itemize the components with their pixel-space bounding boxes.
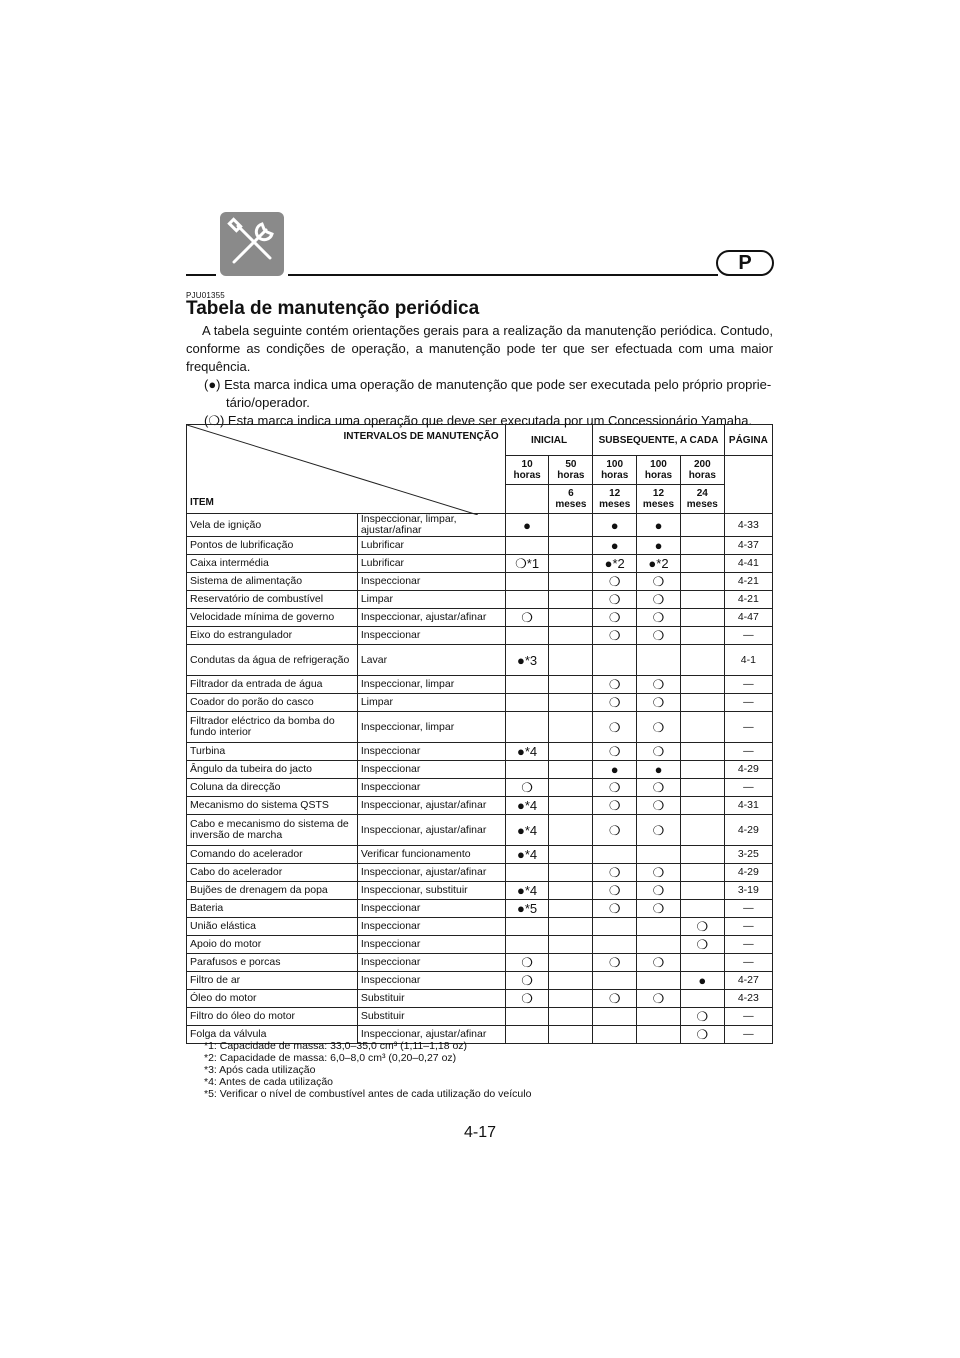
item-action: Substituir [357, 1008, 505, 1026]
footnote: *1: Capacidade de massa: 33,0–35,0 cm³ (1,11–1,18 oz) [204, 1040, 468, 1052]
maintenance-table [186, 424, 773, 1044]
interval-mark: ❍ [593, 591, 637, 609]
interval-mark [549, 555, 593, 573]
item-name: Coluna da direcção [187, 779, 358, 797]
page-ref: — [724, 1008, 772, 1026]
item-name: Turbina [187, 743, 358, 761]
interval-mark [680, 990, 724, 1008]
interval-mark: ❍ [637, 815, 681, 846]
page-ref: 4-21 [724, 591, 772, 609]
interval-mark: ❍ [593, 573, 637, 591]
footnote: *3: Após cada utilização [204, 1064, 316, 1076]
table-row [187, 743, 773, 761]
table-row [187, 573, 773, 591]
interval-mark [549, 743, 593, 761]
page-ref: — [724, 676, 772, 694]
interval-mark [505, 627, 549, 645]
interval-mark: ● [637, 537, 681, 555]
page-ref: 4-29 [724, 815, 772, 846]
page-ref: — [724, 743, 772, 761]
interval-mark [593, 972, 637, 990]
item-name: Filtro do óleo do motor [187, 1008, 358, 1026]
table-row [187, 846, 773, 864]
interval-mark [505, 936, 549, 954]
item-name: União elástica [187, 918, 358, 936]
legend-open-mark: (❍) Esta marca indica uma operação que deve ser executada por um Concessionário Yamaha. [204, 413, 753, 428]
item-name: Óleo do motor [187, 990, 358, 1008]
header-hours: 10 horas [505, 456, 549, 485]
interval-mark [549, 627, 593, 645]
intro-paragraph: A tabela seguinte contém orientações gerais para a realização da manutenção periódica. Contudo, conforme as condições de operação, a manutenção pode ter que ser efectuada com uma maior frequência. [186, 323, 773, 374]
interval-mark [680, 712, 724, 743]
item-action: Substituir [357, 990, 505, 1008]
item-action: Inspeccionar, substituir [357, 882, 505, 900]
interval-mark: ❍ [637, 627, 681, 645]
table-row [187, 676, 773, 694]
interval-mark: ●*5 [505, 900, 549, 918]
language-badge: P [716, 250, 774, 276]
interval-mark [549, 864, 593, 882]
item-action: Inspeccionar [357, 900, 505, 918]
interval-mark [549, 645, 593, 676]
table-row [187, 990, 773, 1008]
item-name: Pontos de lubrificação [187, 537, 358, 555]
interval-mark: ❍ [637, 990, 681, 1008]
legend-filled-mark: (●) Esta marca indica uma operação de manutenção que pode ser executada pelo próprio proprie- [204, 377, 772, 392]
interval-mark [549, 514, 593, 537]
interval-mark [505, 537, 549, 555]
interval-mark [549, 712, 593, 743]
interval-mark [680, 645, 724, 676]
interval-mark [549, 815, 593, 846]
table-row [187, 864, 773, 882]
item-action: Inspeccionar [357, 761, 505, 779]
item-name: Vela de ignição [187, 514, 358, 537]
item-name: Cabo e mecanismo do sistema de inversão de marcha [187, 815, 358, 846]
interval-mark [549, 573, 593, 591]
interval-mark: ❍ [637, 882, 681, 900]
interval-mark [637, 972, 681, 990]
interval-mark: ❍ [680, 918, 724, 936]
page-ref: 3-19 [724, 882, 772, 900]
page-title: Tabela de manutenção periódica [186, 298, 480, 319]
interval-mark: ●*3 [505, 645, 549, 676]
interval-mark [680, 573, 724, 591]
table-row [187, 694, 773, 712]
item-name: Condutas da água de refrigeração [187, 645, 358, 676]
item-action: Lavar [357, 645, 505, 676]
interval-mark: ❍ [637, 864, 681, 882]
item-name: Apoio do motor [187, 936, 358, 954]
interval-mark [549, 990, 593, 1008]
interval-mark: ❍ [637, 797, 681, 815]
table-row [187, 882, 773, 900]
table-row [187, 779, 773, 797]
header-subsequent: SUBSEQUENTE, A CADA [593, 425, 724, 456]
header-hours: 200 horas [680, 456, 724, 485]
interval-mark: ❍ [593, 609, 637, 627]
interval-mark [680, 797, 724, 815]
item-action: Inspeccionar [357, 972, 505, 990]
interval-mark: ●*4 [505, 815, 549, 846]
header-hours: 100 horas [593, 456, 637, 485]
item-name: Cabo do acelerador [187, 864, 358, 882]
item-action: Inspeccionar, ajustar/afinar [357, 797, 505, 815]
page-ref: 4-27 [724, 972, 772, 990]
item-action: Inspeccionar, limpar [357, 712, 505, 743]
interval-mark: ❍ [593, 900, 637, 918]
interval-mark: ❍ [680, 936, 724, 954]
interval-mark: ❍ [593, 676, 637, 694]
interval-mark [637, 936, 681, 954]
item-name: Caixa intermédia [187, 555, 358, 573]
item-name: Coador do porão do casco [187, 694, 358, 712]
header-intervals: INTERVALOS DE MANUTENÇÃO [343, 431, 499, 442]
interval-mark [505, 864, 549, 882]
item-name: Filtrador eléctrico da bomba do fundo interior [187, 712, 358, 743]
item-action: Inspeccionar, ajustar/afinar [357, 815, 505, 846]
interval-mark [680, 627, 724, 645]
page-ref: — [724, 779, 772, 797]
interval-mark: ❍ [505, 972, 549, 990]
item-name: Comando do acelerador [187, 846, 358, 864]
interval-mark [680, 864, 724, 882]
interval-mark [549, 846, 593, 864]
table-row [187, 555, 773, 573]
interval-mark: ❍ [637, 954, 681, 972]
header-hours: 100 horas [637, 456, 681, 485]
interval-mark: ❍ [593, 627, 637, 645]
interval-mark [593, 645, 637, 676]
interval-mark: ● [637, 761, 681, 779]
interval-mark: ❍ [637, 591, 681, 609]
header-page-blank [724, 456, 772, 514]
interval-mark: ❍ [593, 990, 637, 1008]
table-row [187, 900, 773, 918]
interval-mark: ❍ [593, 954, 637, 972]
interval-mark: ❍ [505, 954, 549, 972]
item-name: Parafusos e porcas [187, 954, 358, 972]
item-action: Inspeccionar [357, 954, 505, 972]
interval-mark [505, 918, 549, 936]
interval-mark: ❍ [505, 990, 549, 1008]
interval-mark: ❍ [680, 1026, 724, 1044]
item-action: Inspeccionar [357, 918, 505, 936]
item-name: Sistema de alimentação [187, 573, 358, 591]
interval-mark [680, 555, 724, 573]
interval-mark: ❍*1 [505, 555, 549, 573]
header-item: ITEM [190, 497, 214, 508]
interval-mark [505, 676, 549, 694]
item-action: Verificar funcionamento [357, 846, 505, 864]
header-rule [288, 274, 718, 276]
interval-mark: ❍ [637, 573, 681, 591]
interval-mark [549, 609, 593, 627]
interval-mark [505, 573, 549, 591]
page-ref: 3-25 [724, 846, 772, 864]
interval-mark: ● [680, 972, 724, 990]
interval-mark [549, 779, 593, 797]
page-ref: — [724, 900, 772, 918]
interval-mark [680, 815, 724, 846]
interval-mark: ❍ [637, 609, 681, 627]
page-ref: — [724, 1026, 772, 1044]
item-action: Inspeccionar, limpar [357, 676, 505, 694]
interval-mark: ● [593, 761, 637, 779]
interval-mark: ❍ [680, 1008, 724, 1026]
item-name: Ângulo da tubeira do jacto [187, 761, 358, 779]
interval-mark: ❍ [637, 743, 681, 761]
header-hours: 50 horas [549, 456, 593, 485]
interval-mark [637, 645, 681, 676]
interval-mark [505, 1008, 549, 1026]
header-page: PÁGINA [724, 425, 772, 456]
interval-mark [549, 900, 593, 918]
interval-mark: ❍ [593, 712, 637, 743]
item-name: Bujões de drenagem da popa [187, 882, 358, 900]
header-rule [186, 274, 216, 276]
interval-mark: ❍ [637, 779, 681, 797]
table-row [187, 815, 773, 846]
interval-mark [637, 846, 681, 864]
interval-mark: ❍ [593, 882, 637, 900]
interval-mark [680, 514, 724, 537]
interval-mark: ❍ [593, 815, 637, 846]
item-action: Lubrificar [357, 537, 505, 555]
interval-mark [593, 936, 637, 954]
table-row [187, 537, 773, 555]
item-action: Inspeccionar, ajustar/afinar [357, 864, 505, 882]
interval-mark: ❍ [637, 676, 681, 694]
page-ref: — [724, 918, 772, 936]
interval-mark: ❍ [593, 779, 637, 797]
interval-mark [680, 846, 724, 864]
page-ref: 4-1 [724, 645, 772, 676]
interval-mark: ●*4 [505, 797, 549, 815]
interval-mark [549, 537, 593, 555]
table-row [187, 609, 773, 627]
interval-mark: ❍ [637, 900, 681, 918]
interval-mark [637, 1008, 681, 1026]
item-name: Mecanismo do sistema QSTS [187, 797, 358, 815]
table-row [187, 797, 773, 815]
header-initial: INICIAL [505, 425, 593, 456]
page-ref: 4-21 [724, 573, 772, 591]
interval-mark [680, 694, 724, 712]
page-ref: — [724, 627, 772, 645]
page-ref: 4-29 [724, 864, 772, 882]
interval-mark: ❍ [637, 712, 681, 743]
page-ref: 4-33 [724, 514, 772, 537]
item-name: Filtrador da entrada de água [187, 676, 358, 694]
interval-mark: ●*4 [505, 743, 549, 761]
interval-mark: ● [593, 537, 637, 555]
interval-mark [549, 591, 593, 609]
interval-mark [549, 972, 593, 990]
item-action: Lubrificar [357, 555, 505, 573]
interval-mark [637, 918, 681, 936]
table-row [187, 514, 773, 537]
page-ref: — [724, 694, 772, 712]
interval-mark: ❍ [593, 864, 637, 882]
item-action: Inspeccionar [357, 779, 505, 797]
interval-mark [637, 1026, 681, 1044]
table-row [187, 954, 773, 972]
item-name: Velocidade mínima de governo [187, 609, 358, 627]
page-ref: 4-31 [724, 797, 772, 815]
item-action: Inspeccionar [357, 743, 505, 761]
interval-mark [549, 761, 593, 779]
table-row [187, 918, 773, 936]
page-ref: 4-23 [724, 990, 772, 1008]
interval-mark: ❍ [637, 694, 681, 712]
item-name: Filtro de ar [187, 972, 358, 990]
table-row [187, 761, 773, 779]
header-months: 12 meses [593, 485, 637, 514]
interval-mark [680, 743, 724, 761]
page-ref: — [724, 712, 772, 743]
interval-mark [680, 954, 724, 972]
page-ref: 4-29 [724, 761, 772, 779]
interval-mark [505, 712, 549, 743]
interval-mark [505, 591, 549, 609]
interval-mark: ●*2 [637, 555, 681, 573]
doc-code: PJU01355 [186, 291, 225, 300]
interval-mark: ❍ [505, 779, 549, 797]
item-name: Eixo do estrangulador [187, 627, 358, 645]
item-action: Inspeccionar, limpar, ajustar/afinar [357, 514, 505, 537]
footnote: *5: Verificar o nível de combustível antes de cada utilização do veículo [204, 1088, 532, 1100]
interval-mark [680, 779, 724, 797]
item-action: Inspeccionar [357, 936, 505, 954]
interval-mark [505, 694, 549, 712]
page-number: 4-17 [463, 1124, 497, 1141]
item-action: Inspeccionar, ajustar/afinar [357, 1026, 505, 1044]
interval-mark [680, 676, 724, 694]
footnote: *2: Capacidade de massa: 6,0–8,0 cm³ (0,20–0,27 oz) [204, 1052, 457, 1064]
interval-mark: ● [593, 514, 637, 537]
header-months: 12 meses [637, 485, 681, 514]
interval-mark [549, 936, 593, 954]
interval-mark [680, 761, 724, 779]
interval-mark: ❍ [593, 797, 637, 815]
interval-mark [680, 591, 724, 609]
footnote: *4: Antes de cada utilização [204, 1076, 334, 1088]
interval-mark [549, 882, 593, 900]
interval-mark [593, 1026, 637, 1044]
interval-mark: ❍ [505, 609, 549, 627]
page-ref: 4-41 [724, 555, 772, 573]
header-months [505, 485, 549, 514]
interval-mark [680, 882, 724, 900]
interval-mark [593, 846, 637, 864]
interval-mark [680, 900, 724, 918]
table-row [187, 936, 773, 954]
table-row [187, 627, 773, 645]
interval-mark: ❍ [593, 694, 637, 712]
table-row [187, 645, 773, 676]
item-action: Limpar [357, 694, 505, 712]
page-ref: — [724, 936, 772, 954]
table-row [187, 712, 773, 743]
interval-mark [549, 918, 593, 936]
item-action: Inspeccionar [357, 627, 505, 645]
interval-mark: ●*4 [505, 846, 549, 864]
interval-mark [505, 761, 549, 779]
item-action: Inspeccionar, ajustar/afinar [357, 609, 505, 627]
interval-mark: ❍ [593, 743, 637, 761]
table-row [187, 972, 773, 990]
table-row [187, 1008, 773, 1026]
interval-mark [549, 797, 593, 815]
header-months: 24 meses [680, 485, 724, 514]
interval-mark [593, 1008, 637, 1026]
interval-mark [593, 918, 637, 936]
item-name: Reservatório de combustível [187, 591, 358, 609]
interval-mark [549, 1026, 593, 1044]
interval-mark [680, 537, 724, 555]
interval-mark [549, 954, 593, 972]
page-ref: — [724, 954, 772, 972]
interval-mark: ● [505, 514, 549, 537]
item-name: Bateria [187, 900, 358, 918]
interval-mark [549, 676, 593, 694]
interval-mark: ● [637, 514, 681, 537]
header-months: 6 meses [549, 485, 593, 514]
interval-mark: ●*2 [593, 555, 637, 573]
footnotes [204, 1040, 531, 1100]
item-action: Limpar [357, 591, 505, 609]
interval-mark [680, 609, 724, 627]
item-name: Folga da válvula [187, 1026, 358, 1044]
tools-icon [220, 212, 284, 276]
table-corner-header [187, 425, 506, 514]
legend-filled-mark-cont: tário/operador. [226, 395, 310, 410]
item-action: Inspeccionar [357, 573, 505, 591]
page-ref: 4-37 [724, 537, 772, 555]
page-ref: 4-47 [724, 609, 772, 627]
interval-mark [549, 694, 593, 712]
interval-mark: ●*4 [505, 882, 549, 900]
interval-mark [549, 1008, 593, 1026]
table-row [187, 591, 773, 609]
